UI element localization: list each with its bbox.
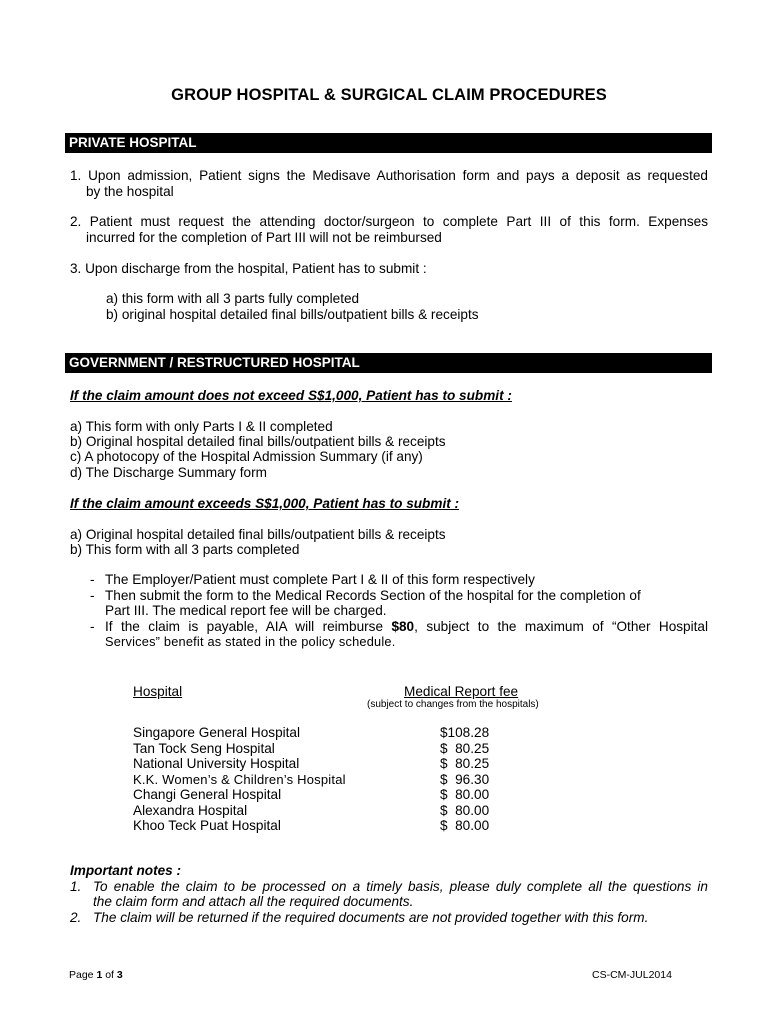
document-title: GROUP HOSPITAL & SURGICAL CLAIM PROCEDURES bbox=[171, 86, 607, 104]
note-1-line-2: the claim form and attach all the required documents. bbox=[93, 894, 414, 909]
hospital-fee: $ 80.25 bbox=[440, 740, 490, 756]
col-header-fee: Medical Report fee bbox=[404, 684, 519, 699]
page-word: Page bbox=[69, 969, 94, 981]
bullet-2-dash: - bbox=[90, 588, 95, 603]
table-row bbox=[133, 803, 489, 819]
private-item-1-line-2: by the hospital bbox=[86, 184, 174, 199]
private-item-2-line-1: 2. Patient must request the attending doctor/surgeon to complete Part III of this form. Expenses bbox=[70, 214, 708, 229]
hospital-name: K.K. Women’s & Children’s Hospital bbox=[133, 771, 346, 787]
table-row bbox=[133, 772, 489, 788]
table-row bbox=[133, 818, 489, 834]
hospital-fee: $ 80.00 bbox=[440, 787, 490, 802]
government-hospital-header: GOVERNMENT / RESTRUCTURED HOSPITAL bbox=[65, 353, 712, 373]
note-1-number: 1. bbox=[70, 879, 82, 894]
private-hospital-header: PRIVATE HOSPITAL bbox=[65, 133, 712, 153]
private-item-2-line-2: incurred for the completion of Part III will not be reimbursed bbox=[86, 230, 442, 245]
bullet-3-dash: - bbox=[90, 619, 95, 634]
private-item-3: 3. Upon discharge from the hospital, Patient has to submit : bbox=[70, 261, 427, 276]
table-row bbox=[133, 787, 489, 803]
hospital-name: Changi General Hospital bbox=[133, 787, 282, 802]
under-item-b: b) Original hospital detailed final bills/outpatient bills & receipts bbox=[70, 434, 446, 449]
hospital-fee: $108.28 bbox=[440, 725, 490, 740]
bullet-1-dash: - bbox=[90, 572, 95, 587]
over-item-b: b) This form with all 3 parts completed bbox=[70, 542, 300, 557]
document-code: CS-CM-JUL2014 bbox=[592, 969, 672, 981]
bullet-2-line-2: Part III. The medical report fee will be charged. bbox=[105, 603, 387, 618]
bullet-3-line-2: Services” benefit as stated in the policy schedule. bbox=[105, 634, 396, 649]
col-header-fee-note: (subject to changes from the hospitals) bbox=[367, 699, 539, 710]
note-1-line-1: To enable the claim to be processed on a timely basis, please duly complete all the questions in bbox=[93, 879, 708, 894]
page-number bbox=[69, 969, 123, 981]
under-item-a: a) This form with only Parts I & II completed bbox=[70, 419, 333, 434]
hospital-fee: $ 80.00 bbox=[440, 818, 490, 833]
of-word: of bbox=[105, 969, 114, 981]
bullet-3-post: , subject to the maximum of “Other Hospital bbox=[414, 619, 708, 634]
over-item-a: a) Original hospital detailed final bills/outpatient bills & receipts bbox=[70, 527, 446, 542]
table-row bbox=[133, 756, 489, 772]
private-item-1-line-1: 1. Upon admission, Patient signs the Medisave Authorisation form and pays a deposit as requested bbox=[70, 168, 708, 183]
bullet-1: The Employer/Patient must complete Part I & II of this form respectively bbox=[105, 572, 535, 587]
important-notes-heading: Important notes : bbox=[70, 863, 182, 878]
hospital-fee: $ 80.25 bbox=[440, 756, 490, 771]
note-2-number: 2. bbox=[70, 910, 82, 925]
private-item-3b: b) original hospital detailed final bills/outpatient bills & receipts bbox=[106, 307, 479, 322]
hospital-name: National University Hospital bbox=[133, 756, 300, 771]
bullet-3-line-1 bbox=[105, 619, 708, 635]
bullet-3-pre: If the claim is payable, AIA will reimburse bbox=[105, 619, 392, 634]
under-1000-heading: If the claim amount does not exceed S$1,000, Patient has to submit : bbox=[70, 388, 512, 403]
page-current: 1 bbox=[96, 969, 103, 981]
hospital-fee: $ 96.30 bbox=[440, 771, 490, 787]
hospital-name: Alexandra Hospital bbox=[133, 802, 248, 818]
table-row bbox=[133, 725, 489, 741]
page-total: 3 bbox=[116, 969, 123, 981]
under-item-c: c) A photocopy of the Hospital Admission Summary (if any) bbox=[70, 449, 423, 464]
bullet-2-line-1: Then submit the form to the Medical Records Section of the hospital for the completion of bbox=[105, 588, 641, 603]
private-item-3a: a) this form with all 3 parts fully completed bbox=[106, 291, 360, 306]
hospital-name: Singapore General Hospital bbox=[133, 725, 301, 740]
hospital-name: Khoo Teck Puat Hospital bbox=[133, 818, 281, 833]
table-row bbox=[133, 741, 489, 757]
under-item-d: d) The Discharge Summary form bbox=[70, 465, 267, 480]
reimburse-amount: $80 bbox=[391, 619, 415, 634]
hospital-name: Tan Tock Seng Hospital bbox=[133, 740, 275, 756]
col-header-hospital: Hospital bbox=[133, 684, 183, 699]
fee-table bbox=[133, 725, 489, 834]
hospital-fee: $ 80.00 bbox=[440, 802, 490, 818]
note-2-line-1: The claim will be returned if the required documents are not provided together with this form. bbox=[93, 910, 649, 925]
over-1000-heading: If the claim amount exceeds S$1,000, Patient has to submit : bbox=[70, 496, 460, 511]
